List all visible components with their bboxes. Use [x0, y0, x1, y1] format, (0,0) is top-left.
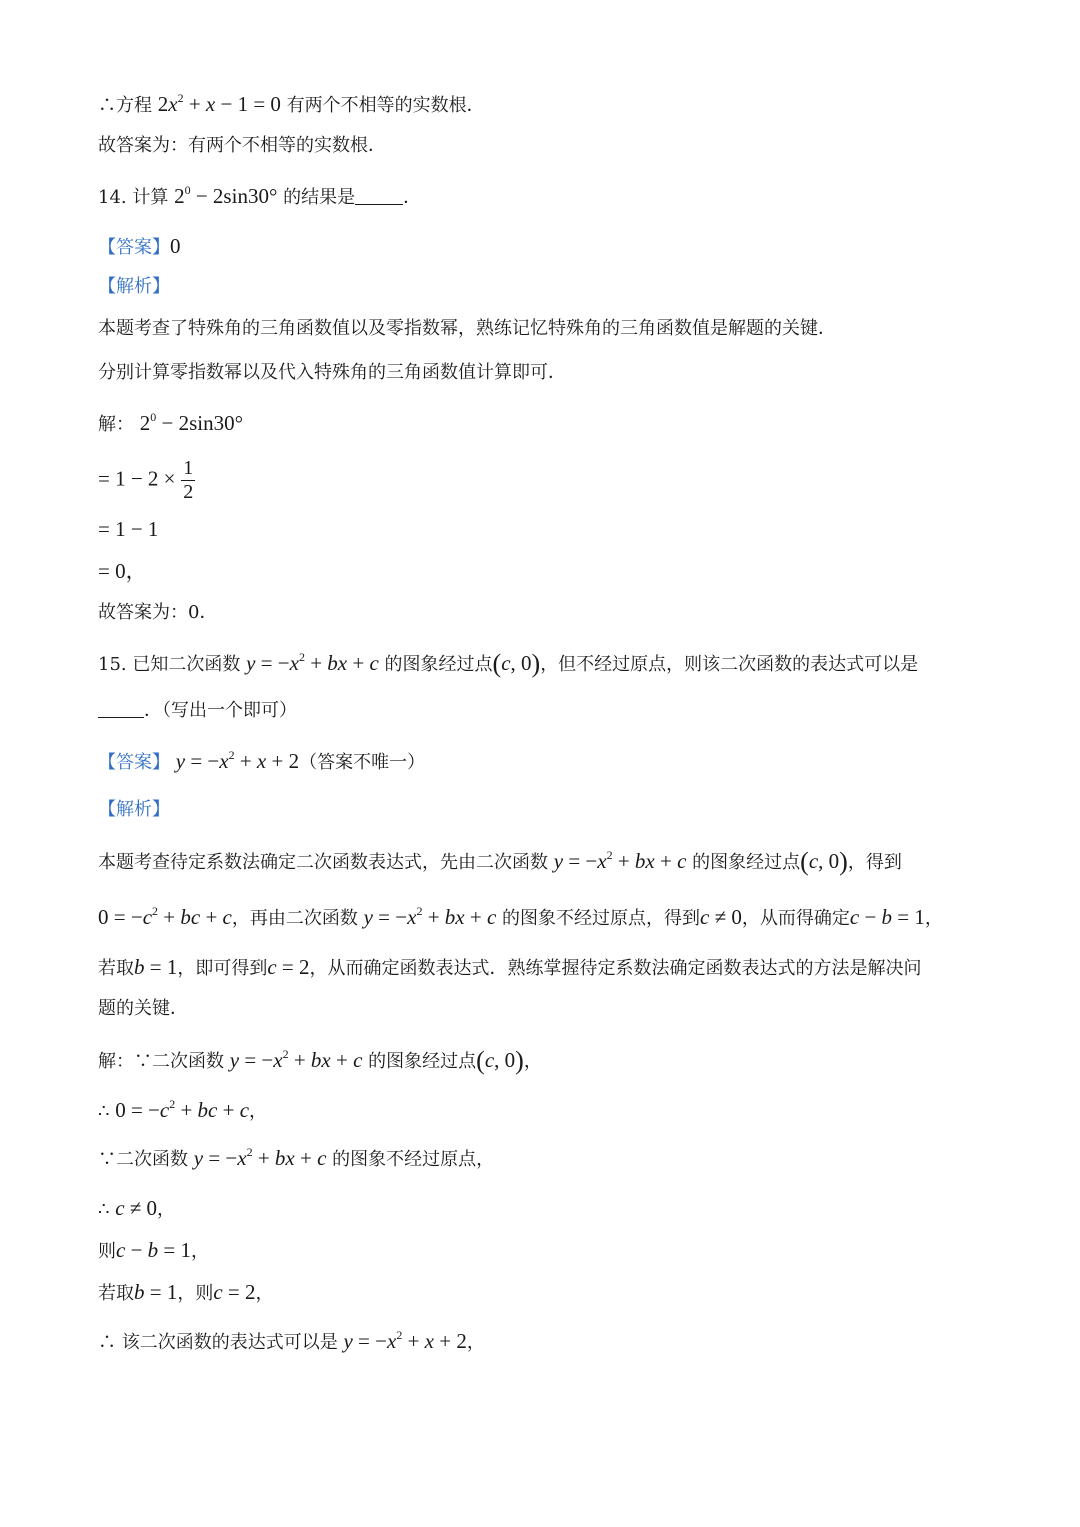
- answer-tag: 【答案】: [98, 752, 170, 773]
- text: ，但不经过原点，则该二次函数的表达式可以是: [540, 654, 919, 675]
- text: 的图象经过点: [384, 654, 493, 675]
- answer-15-expression: $y = -x^2 + x + 2$: [343, 1328, 467, 1353]
- text: 若取: [98, 1283, 134, 1304]
- analysis-15-line-2: [98, 904, 943, 929]
- equation-1: $2x^2 + x - 1 = 0$: [157, 91, 281, 116]
- function-expression: $y = -x^2$ + bx + c: [229, 1047, 363, 1072]
- analysis-14-line-1: 本题考查了特殊角的三角函数值以及零指数幂，熟练记忆特殊角的三角函数值是解题的关键．: [98, 318, 836, 339]
- question-15-line-2: [98, 702, 297, 720]
- text: ．（写出一个即可）: [144, 700, 297, 721]
- c-not-zero: c ≠ 0: [115, 1196, 158, 1220]
- expression-14: $2^0 - 2\sin 30^\circ$: [139, 410, 243, 435]
- analysis-tag: 【解析】: [98, 799, 170, 820]
- text: 本题考查待定系数法确定二次函数表达式，先由二次函数: [98, 852, 548, 873]
- text: （答案不唯一）: [299, 752, 426, 773]
- answer-blank: [355, 204, 403, 205]
- equation-c: $0 = -c^2$ + bc + c: [115, 1097, 250, 1122]
- answer-value: 0: [170, 234, 181, 258]
- b-equals-1: b = 1: [134, 955, 178, 979]
- text: ，再由二次函数: [231, 908, 358, 929]
- conclusion-line-1: [98, 91, 485, 116]
- answer-line-15: [98, 748, 426, 773]
- point-c-0: (c, 0): [800, 847, 848, 876]
- step-expression: = 1 − 2 ×: [98, 466, 176, 491]
- text: 的图象经过点: [368, 1051, 477, 1072]
- point-c-0: (c, 0): [476, 1046, 524, 1075]
- text: ．: [403, 187, 422, 208]
- text: ，: [191, 1241, 210, 1262]
- answer-blank: [98, 717, 144, 718]
- solution-14-step-3: = 0，: [98, 559, 147, 583]
- text: ，: [466, 1332, 485, 1353]
- function-expression: $y = -x^2$ + bx + c: [246, 650, 379, 675]
- text: ，得到: [847, 852, 902, 873]
- text: 若取: [98, 958, 134, 979]
- text: 解：∵二次函数: [98, 1051, 224, 1072]
- question-number: 15. 已知二次函数: [98, 654, 241, 675]
- question-15-line-1: [98, 651, 918, 677]
- text: 的图象不经过原点，得到: [502, 908, 701, 929]
- solution-15-line-7: [98, 1328, 485, 1353]
- solution-14-step-1: [98, 457, 195, 504]
- expression-14: $2^0 - 2\sin 30^\circ$: [174, 183, 278, 208]
- text: ∴方程: [98, 95, 152, 116]
- text: 的图象经过点: [692, 852, 801, 873]
- fraction-one-half: [181, 457, 195, 504]
- therefore-symbol: ∴: [98, 1199, 110, 1220]
- c-minus-b: c − b = 1: [116, 1238, 192, 1262]
- denominator: 2: [183, 481, 194, 503]
- answer-statement-14: 故答案为：0．: [98, 602, 218, 623]
- text: ，: [255, 1283, 274, 1304]
- function-expression: $y = -x^2$ + bx + c: [193, 1145, 327, 1170]
- question-14: [98, 183, 422, 208]
- numerator: 1: [183, 457, 194, 479]
- c-not-zero: c ≠ 0: [700, 905, 742, 929]
- solution-14-step-2: = 1 − 1: [98, 517, 159, 541]
- answer-line-14: [98, 236, 181, 257]
- text: 则: [98, 1241, 116, 1262]
- function-expression: $y = -x^2$ + bx + c: [363, 904, 497, 929]
- equation-c: $0 = -c^2$ + bc + c: [98, 904, 232, 929]
- text: ，: [157, 1199, 176, 1220]
- text: ∵二次函数: [98, 1149, 188, 1170]
- therefore-symbol: ∴: [98, 1101, 110, 1122]
- text: 解：: [98, 414, 134, 435]
- analysis-14-line-2: 分别计算零指数幂以及代入特殊角的三角函数值计算即可．: [98, 362, 566, 383]
- b-equals-1: b = 1: [134, 1280, 178, 1304]
- text: ，则: [177, 1283, 214, 1304]
- c-minus-b: c − b = 1: [849, 905, 925, 929]
- solution-15-line-6: [98, 1282, 274, 1303]
- solution-15-line-2: [98, 1097, 268, 1122]
- text: ，: [924, 908, 943, 929]
- analysis-tag: 【解析】: [98, 276, 170, 297]
- text: ，: [249, 1101, 268, 1122]
- solution-15-line-5: [98, 1240, 209, 1261]
- analysis-15-line-1: [98, 849, 902, 875]
- solution-14-line-1: [98, 410, 243, 435]
- c-equals-2: c = 2: [213, 1280, 256, 1304]
- answer-15-expression: $y = -x^2 + x + 2$: [175, 748, 300, 773]
- text: 的结果是: [283, 187, 356, 208]
- function-expression: $y = -x^2$ + bx + c: [553, 848, 687, 873]
- answer-tag: 【答案】: [98, 237, 170, 258]
- text: ，从而得确定: [741, 908, 850, 929]
- point-c-0: (c, 0): [492, 649, 541, 678]
- c-equals-2: c = 2: [267, 955, 310, 979]
- analysis-15-line-3: [98, 957, 922, 978]
- text: ，从而确定函数表达式．熟练掌握待定系数法确定函数表达式的方法是解决问: [309, 958, 922, 979]
- question-number: 14. 计算: [98, 187, 169, 208]
- text: 的图象不经过原点，: [332, 1149, 495, 1170]
- text: ，: [523, 1051, 542, 1072]
- analysis-15-line-4: 题的关键．: [98, 998, 188, 1019]
- solution-15-line-1: [98, 1048, 542, 1074]
- solution-15-line-4: [98, 1198, 175, 1219]
- solution-15-line-3: [98, 1145, 495, 1170]
- text: ∴ 该二次函数的表达式可以是: [98, 1332, 338, 1353]
- answer-statement-13: 故答案为：有两个不相等的实数根．: [98, 135, 386, 156]
- text: 有两个不相等的实数根．: [286, 95, 485, 116]
- text: ，即可得到: [177, 958, 268, 979]
